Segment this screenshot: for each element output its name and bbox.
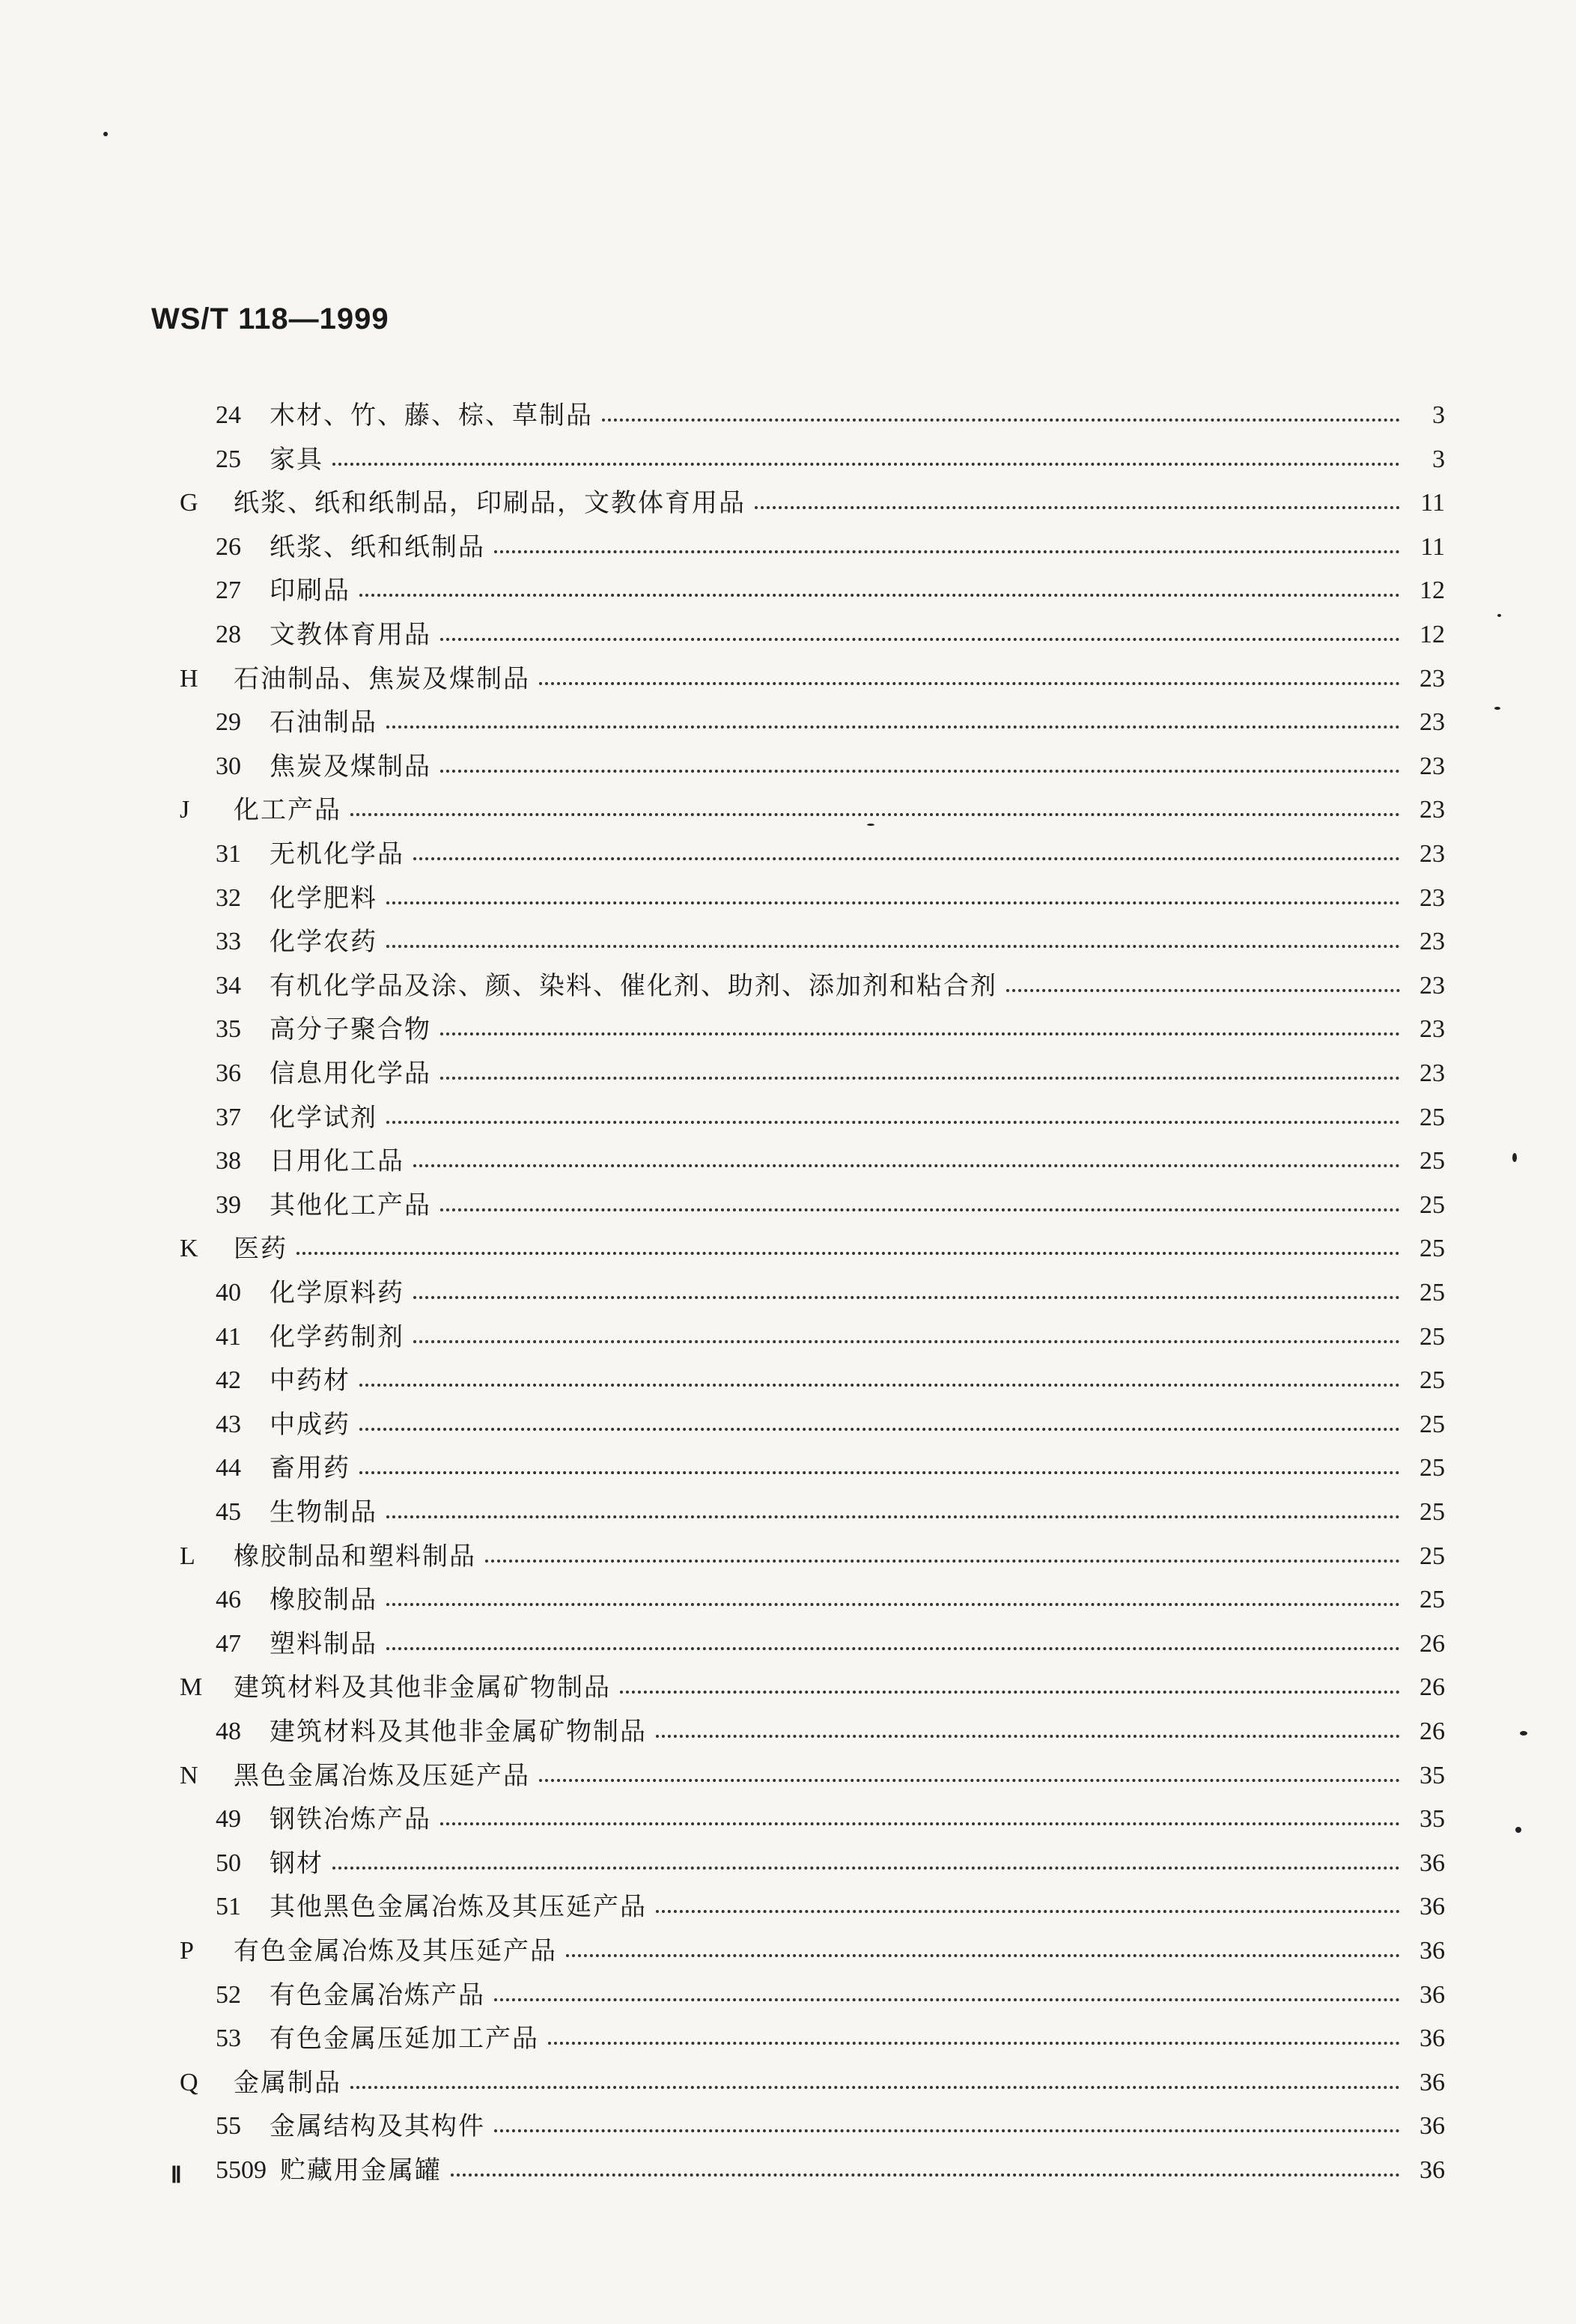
toc-entry-row — [216, 1403, 1445, 1447]
dot-leader — [359, 594, 1400, 597]
toc-number: 51 — [216, 1893, 241, 1920]
dot-leader — [386, 1647, 1400, 1650]
toc-number: 32 — [216, 884, 241, 912]
toc-number: 53 — [216, 2025, 241, 2052]
toc-title: 日用化工品 — [270, 1146, 404, 1176]
toc-page-number: 36 — [1420, 1849, 1445, 1877]
toc-page-number: 25 — [1420, 1586, 1445, 1613]
toc-page-number: 25 — [1420, 1147, 1445, 1175]
toc-number: M — [180, 1673, 203, 1701]
toc-title: 信息用化学品 — [270, 1059, 431, 1089]
toc-page-number: 23 — [1420, 1015, 1445, 1043]
toc-entry-row — [216, 1359, 1445, 1402]
toc-title: 金属结构及其构件 — [270, 2111, 485, 2141]
toc-title: 文教体育用品 — [270, 620, 431, 650]
dot-leader — [359, 1471, 1400, 1474]
toc-number: 40 — [216, 1279, 241, 1307]
toc-number: 43 — [216, 1411, 241, 1438]
toc-title: 化学肥料 — [270, 883, 377, 913]
toc-page-number: 12 — [1420, 577, 1445, 604]
toc-number: 26 — [216, 533, 241, 561]
dot-leader — [440, 1077, 1400, 1080]
toc-number: H — [180, 665, 198, 693]
toc-title: 有机化学品及涂、颜、染料、催化剂、助剂、添加剂和粘合剂 — [270, 971, 997, 1001]
toc-title: 金属制品 — [234, 2068, 341, 2098]
toc-page-number: 12 — [1420, 621, 1445, 648]
dot-leader — [359, 1384, 1400, 1387]
toc-page-number: 36 — [1420, 2156, 1445, 2184]
toc-number: 46 — [216, 1586, 241, 1613]
scan-speck — [1512, 1153, 1517, 1162]
dot-leader — [494, 1998, 1400, 2001]
dot-leader — [332, 1867, 1400, 1870]
dot-leader — [494, 2129, 1400, 2132]
toc-entry-row — [216, 1974, 1445, 2017]
toc-page-number: 25 — [1420, 1323, 1445, 1351]
toc-title: 其他化工产品 — [270, 1190, 431, 1220]
dot-leader — [386, 726, 1400, 728]
toc-section-row — [180, 1754, 1445, 1798]
toc-page-number: 23 — [1420, 752, 1445, 780]
toc-page-number: 25 — [1420, 1366, 1445, 1394]
dot-leader — [413, 1296, 1400, 1299]
toc-number: G — [180, 489, 198, 517]
toc-title: 化学药制剂 — [270, 1322, 404, 1352]
toc-page-number: 36 — [1420, 2069, 1445, 2096]
dot-leader — [620, 1691, 1400, 1694]
toc-number: K — [180, 1235, 198, 1262]
toc-title: 钢铁冶炼产品 — [270, 1804, 431, 1834]
toc-title: 化学原料药 — [270, 1278, 404, 1308]
dot-leader — [386, 945, 1400, 948]
dot-leader — [755, 506, 1400, 509]
toc-number: 41 — [216, 1323, 241, 1351]
dot-leader — [566, 1954, 1400, 1957]
toc-page-number: 23 — [1420, 665, 1445, 693]
toc-page-number: 23 — [1420, 840, 1445, 868]
toc-section-row — [180, 1929, 1445, 1973]
toc-entry-row — [216, 745, 1445, 788]
toc-number: 30 — [216, 752, 241, 780]
dot-leader — [386, 901, 1400, 904]
toc-section-row — [180, 1535, 1445, 1578]
toc-title: 纸浆、纸和纸制品，印刷品，文教体育用品 — [234, 488, 746, 518]
toc-entry-row — [216, 526, 1445, 569]
toc-page-number: 3 — [1432, 401, 1445, 429]
toc-entry-row — [216, 1885, 1445, 1929]
dot-leader — [656, 1735, 1400, 1738]
document-code: WS/T 118—1999 — [151, 302, 389, 335]
toc-section-row — [180, 481, 1445, 525]
dot-leader — [440, 638, 1400, 641]
toc-number: Q — [180, 2069, 198, 2096]
toc-title: 畜用药 — [270, 1453, 350, 1483]
page-number: Ⅱ — [171, 2163, 182, 2188]
toc-number: P — [180, 1937, 194, 1965]
toc-number: 27 — [216, 577, 241, 604]
dot-leader — [494, 550, 1400, 553]
toc-number: 47 — [216, 1630, 241, 1658]
toc-entry-row — [216, 964, 1445, 1008]
toc-number: 55 — [216, 2112, 241, 2140]
toc-entry-row — [216, 1842, 1445, 1885]
toc-entry-row — [216, 1052, 1445, 1095]
toc-number: L — [180, 1542, 195, 1570]
dot-leader — [548, 2042, 1400, 2045]
dot-leader — [440, 1032, 1400, 1035]
toc-entry-row — [216, 920, 1445, 964]
toc-title: 焦炭及煤制品 — [270, 752, 431, 782]
dot-leader — [386, 1121, 1400, 1124]
toc-title: 塑料制品 — [270, 1629, 377, 1659]
toc-entry-row — [216, 438, 1445, 481]
toc-entry-row — [216, 833, 1445, 876]
toc-title: 高分子聚合物 — [270, 1015, 431, 1044]
dot-leader — [332, 463, 1400, 466]
scan-speck — [103, 132, 108, 136]
toc-section-row — [180, 1227, 1445, 1271]
toc-page-number: 25 — [1420, 1454, 1445, 1482]
toc-page-number: 36 — [1420, 2025, 1445, 2052]
toc-entry-row — [216, 1184, 1445, 1227]
dot-leader — [413, 1164, 1400, 1167]
toc-page-number: 36 — [1420, 1893, 1445, 1920]
toc-page-number: 36 — [1420, 1937, 1445, 1965]
dot-leader — [440, 1822, 1400, 1825]
toc-number: 38 — [216, 1147, 241, 1175]
dot-leader — [296, 1252, 1400, 1255]
toc-section-row — [180, 657, 1445, 701]
toc-page-number: 25 — [1420, 1542, 1445, 1570]
toc-entry-row — [216, 2105, 1445, 2148]
toc-page-number: 35 — [1420, 1762, 1445, 1789]
toc-entry-row — [216, 1710, 1445, 1753]
toc-page-number: 25 — [1420, 1191, 1445, 1219]
dot-leader — [451, 2174, 1400, 2177]
toc-entry-row — [216, 1622, 1445, 1666]
scan-speck — [867, 824, 874, 826]
toc-title: 无机化学品 — [270, 839, 404, 869]
toc-number: 29 — [216, 708, 241, 736]
toc-entry-row — [216, 613, 1445, 657]
toc-title: 其他黑色金属冶炼及其压延产品 — [270, 1892, 647, 1922]
toc-entry-row — [216, 1447, 1445, 1490]
toc-title: 化工产品 — [234, 795, 341, 825]
dot-leader — [350, 2086, 1400, 2089]
toc-number: 42 — [216, 1366, 241, 1394]
toc-title: 有色金属冶炼及其压延产品 — [234, 1936, 557, 1966]
toc-number: 5509 — [216, 2156, 267, 2184]
toc-entry-row — [216, 2017, 1445, 2060]
scan-speck — [1497, 614, 1501, 617]
dot-leader — [440, 1208, 1400, 1211]
toc-page-number: 23 — [1420, 708, 1445, 736]
toc-number: 33 — [216, 928, 241, 955]
toc-title: 钢材 — [270, 1849, 323, 1879]
toc-entry-row — [216, 1491, 1445, 1534]
toc-section-row — [180, 788, 1445, 832]
toc-section-row — [180, 1666, 1445, 1709]
toc-number: 37 — [216, 1104, 241, 1131]
toc-page-number: 23 — [1420, 1059, 1445, 1087]
toc-title: 医药 — [234, 1234, 287, 1264]
toc-page-number: 11 — [1420, 489, 1445, 517]
toc-number: 28 — [216, 621, 241, 648]
toc-section-row — [180, 2061, 1445, 2105]
toc-page-number: 23 — [1420, 884, 1445, 912]
dot-leader — [1006, 989, 1400, 992]
toc-entry-row — [216, 701, 1445, 744]
toc-number: 44 — [216, 1454, 241, 1482]
toc-title: 石油制品、焦炭及煤制品 — [234, 664, 530, 694]
toc-page-number: 23 — [1420, 928, 1445, 955]
toc-entry-row — [216, 1140, 1445, 1183]
dot-leader — [485, 1560, 1400, 1563]
toc-page-number: 25 — [1420, 1279, 1445, 1307]
toc-number: 36 — [216, 1059, 241, 1087]
toc-number: 50 — [216, 1849, 241, 1877]
toc-page-number: 25 — [1420, 1498, 1445, 1526]
toc-entry-row — [216, 1271, 1445, 1315]
dot-leader — [656, 1910, 1400, 1913]
toc-title: 建筑材料及其他非金属矿物制品 — [270, 1717, 647, 1747]
toc-page-number: 35 — [1420, 1805, 1445, 1833]
toc-number: N — [180, 1762, 198, 1789]
scan-speck — [1515, 1827, 1521, 1833]
toc-number: 25 — [216, 445, 241, 473]
toc-number: J — [180, 796, 190, 824]
dot-leader — [440, 770, 1400, 773]
toc-entry-row — [216, 1008, 1445, 1051]
dot-leader — [539, 682, 1400, 685]
toc-page-number: 25 — [1420, 1235, 1445, 1262]
dot-leader — [413, 857, 1400, 860]
toc-page-number: 26 — [1420, 1630, 1445, 1658]
toc-entry-row — [216, 569, 1445, 612]
toc-title: 有色金属冶炼产品 — [270, 1980, 485, 2010]
dot-leader — [413, 1340, 1400, 1343]
toc-title: 化学试剂 — [270, 1103, 377, 1133]
toc-title: 中药材 — [270, 1366, 350, 1396]
toc-number: 24 — [216, 401, 241, 429]
toc-page-number: 25 — [1420, 1411, 1445, 1438]
toc-number: 49 — [216, 1805, 241, 1833]
toc-number: 52 — [216, 1981, 241, 2009]
toc-title: 纸浆、纸和纸制品 — [270, 532, 485, 562]
toc-title: 橡胶制品和塑料制品 — [234, 1542, 476, 1572]
dot-leader — [386, 1515, 1400, 1518]
toc-number: 31 — [216, 840, 241, 868]
toc-entry-row — [216, 1798, 1445, 1841]
toc-entry-row — [216, 1096, 1445, 1140]
toc-number: 48 — [216, 1718, 241, 1745]
toc-title: 建筑材料及其他非金属矿物制品 — [234, 1673, 611, 1703]
dot-leader — [359, 1428, 1400, 1431]
toc-page-number: 36 — [1420, 2112, 1445, 2140]
toc-page-number: 25 — [1420, 1104, 1445, 1131]
toc-page-number: 26 — [1420, 1718, 1445, 1745]
toc-entry-row — [216, 1315, 1445, 1359]
toc-entry-row — [216, 2149, 1445, 2192]
toc-title: 木材、竹、藤、棕、草制品 — [270, 401, 593, 431]
dot-leader — [602, 419, 1400, 422]
toc-entry-row — [216, 877, 1445, 920]
toc-page-number: 3 — [1432, 445, 1445, 473]
toc-number: 45 — [216, 1498, 241, 1526]
toc-page-number: 26 — [1420, 1673, 1445, 1701]
toc-title: 贮藏用金属罐 — [280, 2156, 442, 2185]
toc-title: 化学农药 — [270, 927, 377, 957]
dot-leader — [386, 1603, 1400, 1606]
toc-page-number: 36 — [1420, 1981, 1445, 2009]
dot-leader — [539, 1779, 1400, 1782]
toc-title: 黑色金属冶炼及压延产品 — [234, 1761, 530, 1791]
toc-title: 有色金属压延加工产品 — [270, 2024, 539, 2054]
toc-title: 印刷品 — [270, 576, 350, 606]
scan-speck — [1494, 707, 1500, 710]
toc-page-number: 23 — [1420, 972, 1445, 1000]
toc-number: 35 — [216, 1015, 241, 1043]
toc-title: 橡胶制品 — [270, 1585, 377, 1615]
toc-page-number: 23 — [1420, 796, 1445, 824]
toc-entry-row — [216, 394, 1445, 437]
dot-leader — [350, 813, 1400, 816]
toc-title: 家具 — [270, 445, 323, 475]
toc-number: 39 — [216, 1191, 241, 1219]
scan-speck — [1520, 1731, 1527, 1736]
toc-entry-row — [216, 1578, 1445, 1622]
toc-page-number: 11 — [1420, 533, 1445, 561]
toc-title: 生物制品 — [270, 1497, 377, 1527]
toc-title: 石油制品 — [270, 708, 377, 737]
toc-number: 34 — [216, 972, 241, 1000]
toc-title: 中成药 — [270, 1410, 350, 1440]
